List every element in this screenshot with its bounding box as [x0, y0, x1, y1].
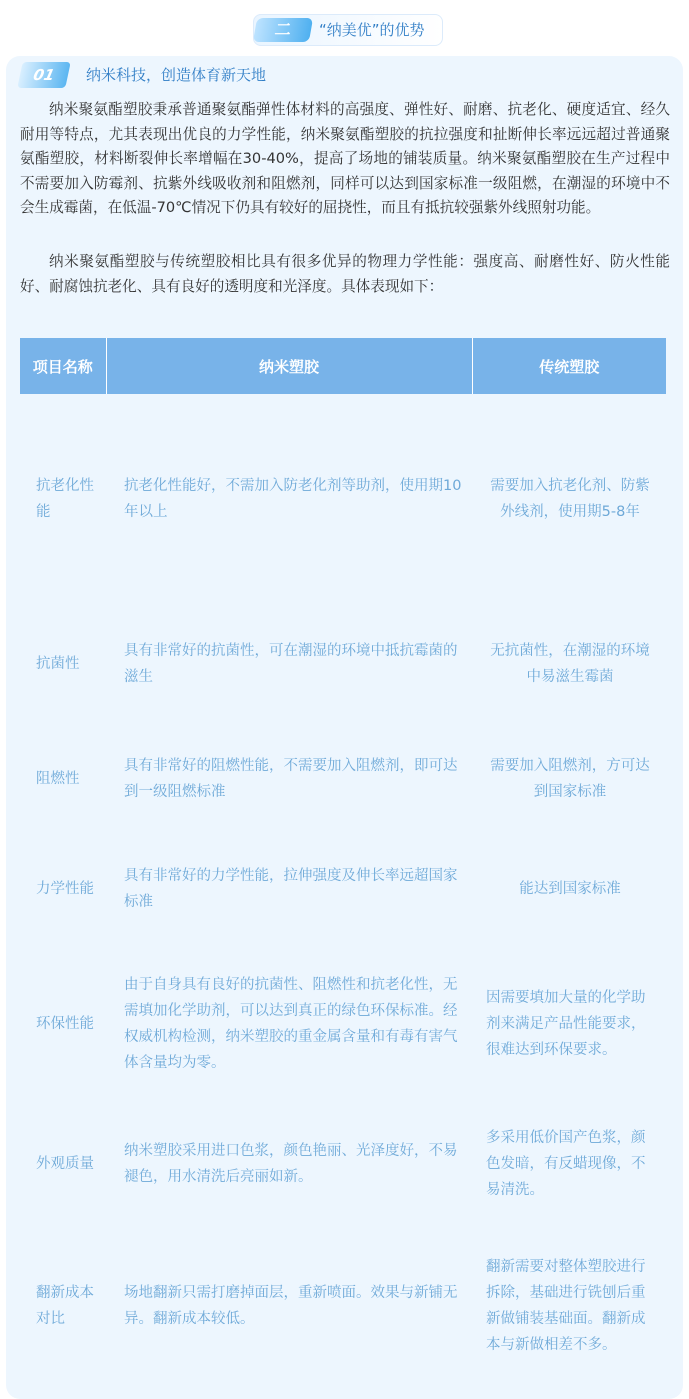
row-nano-value: 具有非常好的抗菌性，可在潮湿的环境中抵抗霉菌的滋生	[124, 643, 458, 685]
row-traditional-value: 需要加入阻燃剂，方可达到国家标准	[490, 758, 650, 800]
table-row	[20, 604, 666, 724]
header-traditional-plastic: 传统塑胶	[472, 338, 666, 394]
row-traditional-value: 多采用低价国产色浆，颜色发暗，有反蜡现像，不易清洗。	[486, 1130, 646, 1198]
intro-paragraph: 纳米聚氨酯塑胶秉承普通聚氨酯弹性体材料的高强度、弹性好、耐磨、抗老化、硬度适宜、经久耐用等特点，尤其表现出优良的力学性能，纳米聚氨酯塑胶的抗拉强度和扯断伸长率远远超过普通聚氨酯塑胶，材料断裂伸长率增幅在30-40%，提高了场地的铺装质量。纳米聚氨酯塑胶在生产过程中不需要加入防霉剂、抗紫外线吸收剂和阻燃剂，同样可以达到国家标准一级阻燃，在潮湿的环境中不会生成霉菌，在低温-70℃情况下仍具有较好的屈挠性，而且有抵抗较强紫外线照射功能。	[20, 101, 670, 216]
row-nano-value: 纳米塑胶采用进口色浆，颜色艳丽、光泽度好，不易褪色，用水清洗后亮丽如新。	[124, 1143, 458, 1185]
row-traditional-value: 需要加入抗老化剂、防紫外线剂，使用期5-8年	[490, 478, 650, 520]
section-title: “纳美优”的优势	[319, 21, 425, 39]
row-item-name: 环保性能	[36, 1016, 94, 1032]
section-number-badge: 二	[253, 18, 313, 42]
table-row	[20, 394, 666, 604]
table-header-row	[20, 338, 666, 394]
row-item-name: 外观质量	[36, 1156, 94, 1172]
table-row	[20, 724, 666, 834]
row-nano-value: 抗老化性能好，不需加入防老化剂等助剂，使用期10年以上	[124, 478, 462, 520]
row-traditional-value: 能达到国家标准	[519, 881, 621, 897]
row-item-name: 抗老化性能	[36, 478, 94, 520]
table-row	[20, 834, 666, 944]
subsection-number-badge: 01	[17, 62, 71, 88]
header-nano-plastic: 纳米塑胶	[106, 338, 472, 394]
header-item-name: 项目名称	[20, 338, 106, 394]
subsection-title: 纳米科技，创造体育新天地	[86, 66, 267, 84]
row-nano-value: 具有非常好的力学性能，拉伸强度及伸长率远超国家标准	[124, 868, 458, 910]
row-nano-value: 由于自身具有良好的抗菌性、阻燃性和抗老化性，无需填加化学助剂，可以达到真正的绿色环保标准。经权威机构检测，纳米塑胶的重金属含量和有毒有害气体含量均为零。	[124, 977, 458, 1071]
comparison-intro-paragraph: 纳米聚氨酯塑胶与传统塑胶相比具有很多优异的物理力学性能：强度高、耐磨性好、防火性能好、耐腐蚀抗老化、具有良好的透明度和光泽度。具体表现如下：	[20, 253, 670, 295]
table-row	[20, 1224, 666, 1388]
row-item-name: 翻新成本对比	[36, 1285, 94, 1327]
row-item-name: 阻燃性	[36, 771, 80, 787]
table-row	[20, 1104, 666, 1224]
row-nano-value: 具有非常好的阻燃性能，不需要加入阻燃剂，即可达到一级阻燃标准	[124, 758, 458, 800]
row-item-name: 力学性能	[36, 881, 94, 897]
row-item-name: 抗菌性	[36, 656, 80, 672]
section-header	[253, 14, 443, 46]
table-row	[20, 944, 666, 1104]
row-nano-value: 场地翻新只需打磨掉面层，重新喷面。效果与新铺无异。翻新成本较低。	[124, 1285, 458, 1327]
row-traditional-value: 因需要填加大量的化学助剂来满足产品性能要求，很难达到环保要求。	[486, 990, 646, 1058]
row-traditional-value: 无抗菌性，在潮湿的环境中易滋生霉菌	[490, 643, 650, 685]
row-traditional-value: 翻新需要对整体塑胶进行拆除，基础进行铣刨后重新做铺装基础面。翻新成本与新做相差不多。	[486, 1259, 646, 1353]
comparison-table	[20, 338, 666, 1388]
